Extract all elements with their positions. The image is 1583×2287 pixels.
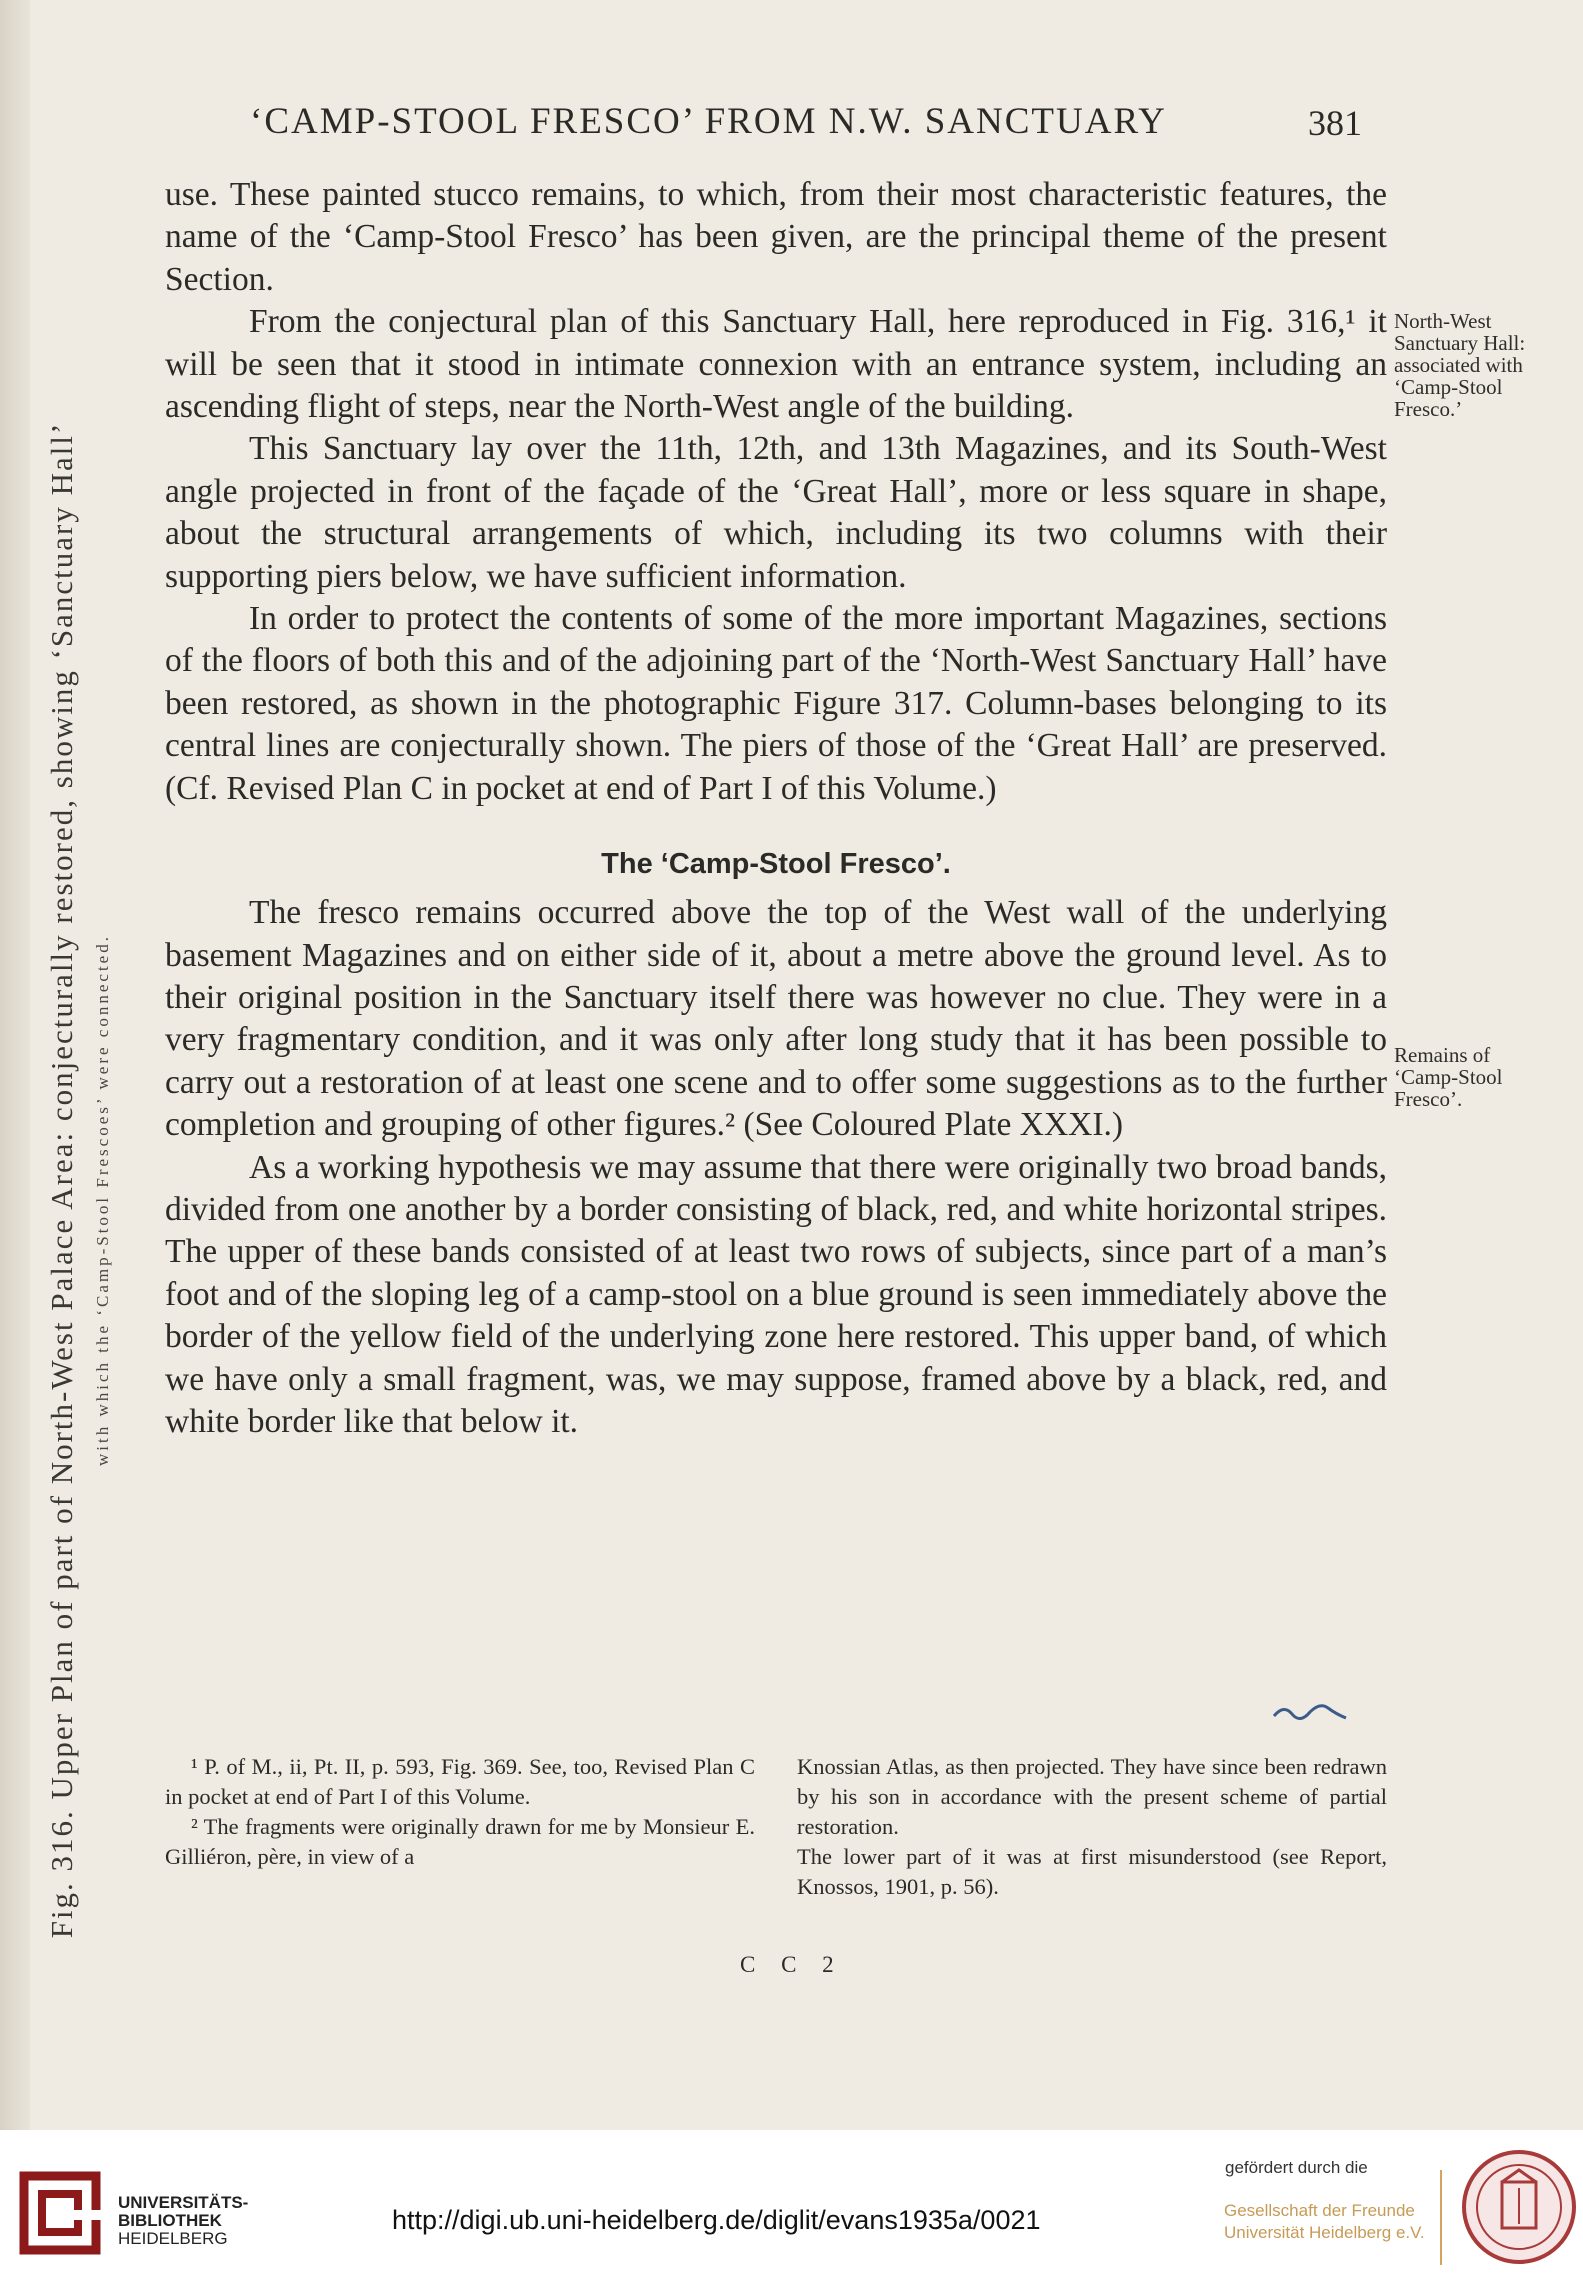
margin-note: Remains of ‘Camp-Stool Fresco’.: [1394, 1043, 1503, 1111]
pencil-mark: [1270, 1698, 1350, 1728]
running-head: ‘CAMP-STOOL FRESCO’ FROM N.W. SANCTUARY: [250, 101, 1167, 142]
society-name: Gesellschaft der Freunde Universität Heidelberg e.V.: [1224, 2201, 1425, 2242]
footnotes-right-column: [797, 1752, 1387, 1902]
book-spine-shadow: [0, 0, 30, 2130]
paragraph: This Sanctuary lay over the 11th, 12th, and 13th Magazines, and its South-West angle projected in front of the façade of the ‘Great Hall’, more or less square in shape, about the structural arrangements of which, including its two columns with their supporting piers below, we have sufficient information.: [165, 430, 1387, 595]
paragraph: The fresco remains occurred above the top of the West wall of the underlying basement Magazines and on either side of it, about a metre above the ground level. As to their original position in the Sanctuary itself there was however no clue. They were in a very fragmentary condition, and it was only after long study that it has been possible to carry out a restoration of at least one scene and to offer some suggestions as to the further completion and grouping of other figures.² (See Coloured Plate XXXI.): [165, 894, 1387, 1144]
section-heading: The ‘Camp-Stool Fresco’.: [601, 848, 951, 881]
digitization-footer: [0, 2130, 1583, 2287]
figure-caption-vertical-line2: with which the ‘Camp-Stool Frescoes’ were connected.: [93, 934, 112, 1466]
library-name: UNIVERSITÄTS- BIBLIOTHEK HEIDELBERG: [118, 2193, 249, 2248]
footer-divider: [1440, 2170, 1442, 2265]
footnote: Knossian Atlas, as then projected. They have since been redrawn by his son in accordance with the present scheme of partial restoration.: [797, 1754, 1387, 1839]
page-number: 381: [1308, 103, 1362, 143]
body-text: [165, 174, 1387, 1443]
permalink-url[interactable]: http://digi.ub.uni-heidelberg.de/diglit/evans1935a/0021: [392, 2205, 1041, 2235]
university-seal-icon: [1460, 2148, 1578, 2266]
margin-note: North-West Sanctuary Hall: associated with ‘Camp-Stool Fresco.’: [1394, 309, 1526, 421]
footnotes: [165, 1752, 1387, 1902]
footnote: ¹ P. of M., ii, Pt. II, p. 593, Fig. 369. See, too, Revised Plan C in pocket at end of Part I of this Volume.: [165, 1754, 755, 1809]
footnote: The lower part of it was at first misunderstood (see Report, Knossos, 1901, p. 56).: [797, 1844, 1387, 1899]
paragraph: As a working hypothesis we may assume that there were originally two broad bands, divided from one another by a border consisting of black, red, and white horizontal stripes. The upper of these bands consisted of at least two rows of subjects, since part of a man’s foot and of the sloping leg of a camp-stool on a blue ground is seen immediately above the border of the yellow field of the underlying zone here restored. This upper band, of which we have only a small fragment, was, we may suppose, framed above by a black, red, and white border like that below it.: [165, 1148, 1387, 1440]
signature-mark: C C 2: [740, 1952, 844, 1977]
funded-by-label: gefördert durch die: [1225, 2158, 1368, 2177]
footnote: ² The fragments were originally drawn for me by Monsieur E. Gilliéron, père, in view of a: [165, 1814, 755, 1869]
figure-caption-vertical: Fig. 316. Upper Plan of part of North-West Palace Area: conjecturally restored, showing ‘Sanctuary Hall’: [44, 421, 79, 1939]
university-library-logo: [18, 2170, 102, 2256]
paragraph: In order to protect the contents of some of the more important Magazines, sections of the floors of both this and of the adjoining part of the ‘North-West Sanctuary Hall’ have been restored, as shown in the photographic Figure 317. Column-bases belonging to its central lines are conjecturally shown. The piers of those of the ‘Great Hall’ are preserved. (Cf. Revised Plan C in pocket at end of Part I of this Volume.): [165, 600, 1387, 807]
paragraph: From the conjectural plan of this Sanctuary Hall, here reproduced in Fig. 316,¹ it will be seen that it stood in intimate connexion with an entrance system, including an ascending flight of steps, near the North-West angle of the building.: [165, 303, 1387, 426]
footnotes-left-column: [165, 1752, 755, 1902]
paragraph: use. These painted stucco remains, to which, from their most characteristic features, the name of the ‘Camp-Stool Fresco’ has been given, are the principal theme of the present Section.: [165, 176, 1387, 298]
